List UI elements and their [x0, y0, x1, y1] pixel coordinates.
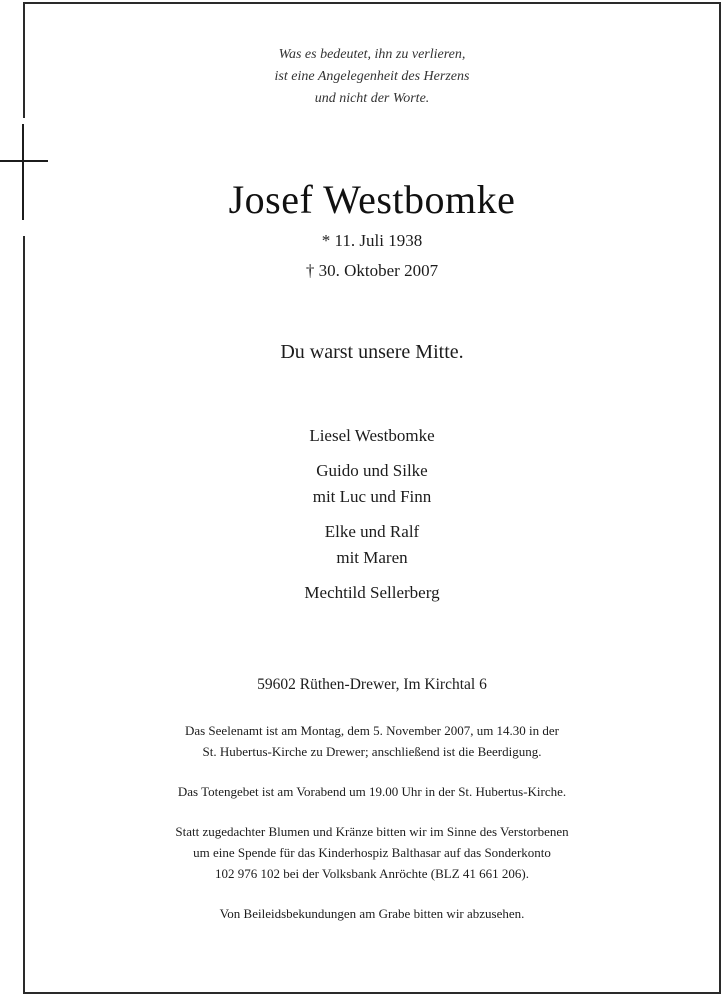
mourner-group	[23, 458, 721, 510]
mourner-group	[23, 519, 721, 571]
mourner-line: Guido und Silke	[316, 461, 428, 480]
mourners-list	[23, 423, 721, 615]
notice-paragraph	[23, 720, 721, 762]
birth-date: * 11. Juli 1938	[321, 231, 423, 250]
motto-line: und nicht der Worte.	[314, 91, 430, 106]
mourner-line: Liesel Westbomke	[309, 426, 435, 445]
memorial-phrase: Du warst unsere Mitte.	[280, 341, 464, 363]
deceased-name: Josef Westbomke	[228, 177, 516, 222]
notice-line: St. Hubertus-Kirche zu Drewer; anschließend ist die Beerdigung.	[202, 744, 542, 759]
motto-line: Was es bedeutet, ihn zu verlieren,	[278, 47, 466, 62]
mourner-line: Mechtild Sellerberg	[304, 583, 440, 602]
mourner-line: mit Luc und Finn	[312, 487, 432, 506]
notice-paragraph	[23, 821, 721, 884]
funeral-notices	[23, 720, 721, 943]
motto-line: ist eine Angelegenheit des Herzens	[274, 69, 470, 84]
notice-paragraph	[23, 781, 721, 802]
notice-line: 102 976 102 bei der Volksbank Anröchte (BLZ 41 661 206).	[214, 866, 529, 881]
mourner-line: Elke und Ralf	[324, 522, 420, 541]
notice-line: Das Totengebet ist am Vorabend um 19.00 Uhr in der St. Hubertus-Kirche.	[177, 784, 567, 799]
mourner-group	[23, 580, 721, 606]
address: 59602 Rüthen-Drewer, Im Kirchtal 6	[257, 676, 487, 693]
mourner-group	[23, 423, 721, 449]
mourner-line: mit Maren	[336, 548, 408, 567]
life-dates	[23, 226, 721, 286]
notice-line: Das Seelenamt ist am Montag, dem 5. November 2007, um 14.30 in der	[184, 723, 560, 738]
notice-line: um eine Spende für das Kinderhospiz Balthasar auf das Sonderkonto	[193, 845, 551, 860]
notice-line: Von Beileidsbekundungen am Grabe bitten wir abzusehen.	[219, 906, 525, 921]
notice-paragraph	[23, 903, 721, 924]
notice-line: Statt zugedachter Blumen und Kränze bitten wir im Sinne des Verstorbenen	[175, 824, 569, 839]
cross-horizontal-bar	[0, 160, 48, 162]
motto	[23, 44, 721, 110]
death-date: † 30. Oktober 2007	[305, 261, 439, 280]
